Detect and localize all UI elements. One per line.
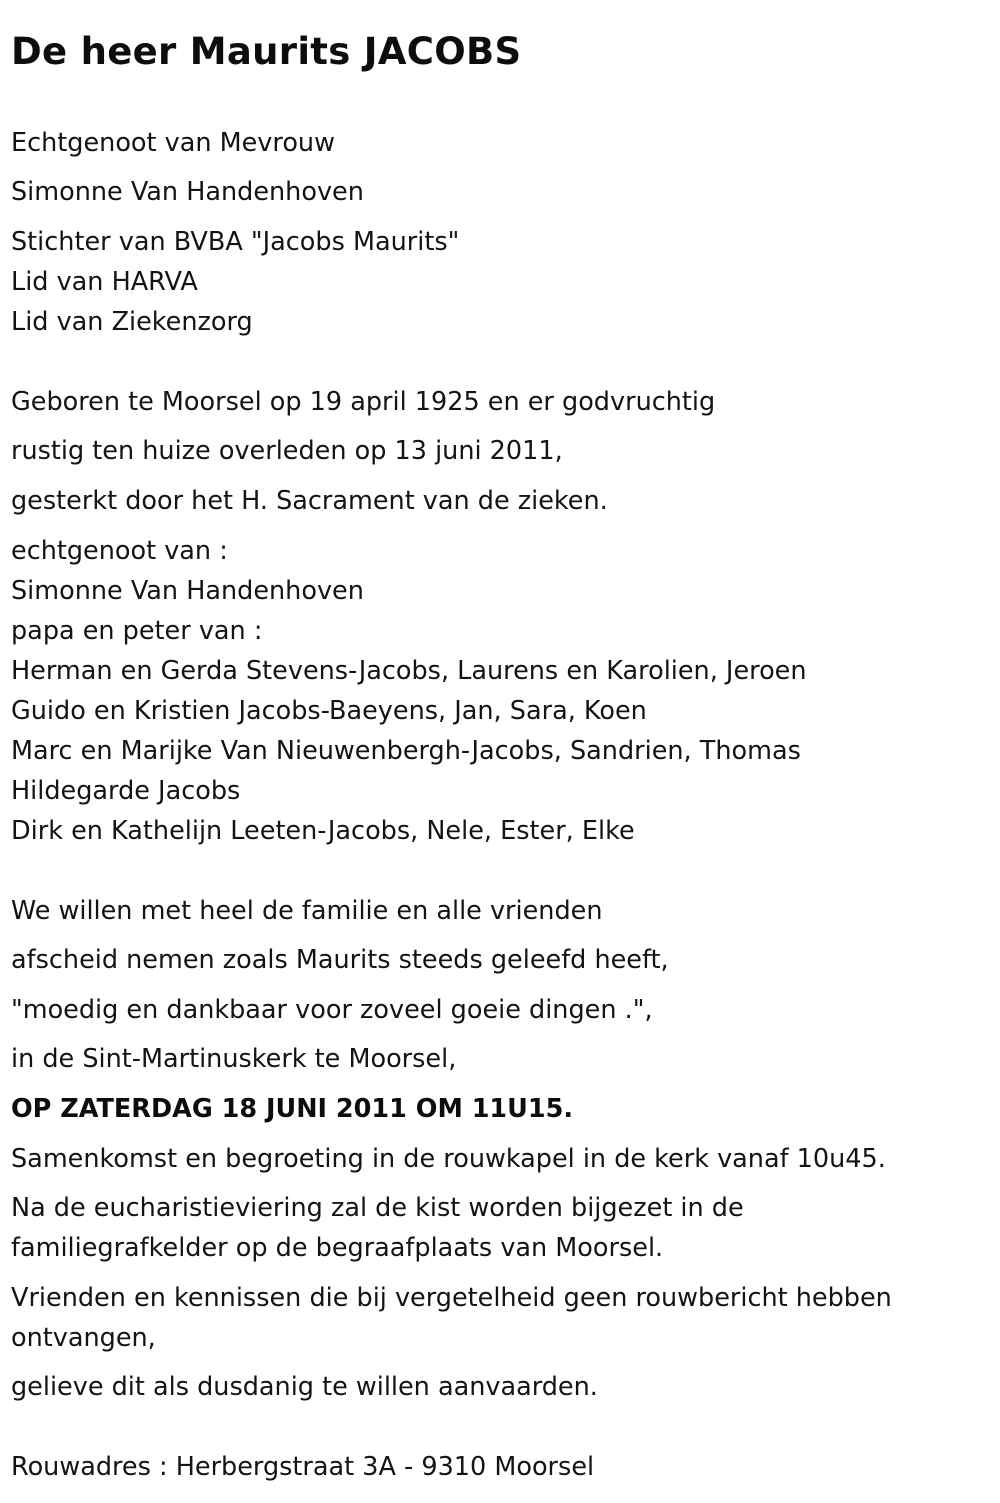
member-ziekenzorg-line: Lid van Ziekenzorg <box>11 307 253 337</box>
notice-line-2: ontvangen, <box>11 1323 156 1353</box>
gathering-line: Samenkomst en begroeting in de rouwkapel in de kerk vanaf 10u45. <box>11 1144 886 1174</box>
family-line-herman: Herman en Gerda Stevens-Jacobs, Laurens en Karolien, Jeroen <box>11 656 807 686</box>
member-harva-line: Lid van HARVA <box>11 267 198 297</box>
farewell-quote-line: "moedig en dankbaar voor zoveel goeie dingen .", <box>11 995 653 1025</box>
spouse-intro-line: Echtgenoot van Mevrouw <box>11 128 335 158</box>
spouse-heading-line: echtgenoot van : <box>11 536 228 566</box>
spouse-name-line: Simonne Van Handenhoven <box>11 177 364 207</box>
farewell-line-2: afscheid nemen zoals Maurits steeds geleefd heeft, <box>11 945 669 975</box>
notice-line-1: Vrienden en kennissen die bij vergetelheid geen rouwbericht hebben <box>11 1283 892 1313</box>
death-line: rustig ten huize overleden op 13 juni 2011, <box>11 436 563 466</box>
birth-line: Geboren te Moorsel op 19 april 1925 en er godvruchtig <box>11 387 716 417</box>
burial-line-2: familiegrafkelder op de begraafplaats van Moorsel. <box>11 1233 664 1263</box>
service-date-line: OP ZATERDAG 18 JUNI 2011 OM 11U15. <box>11 1094 574 1124</box>
farewell-line-1: We willen met heel de familie en alle vrienden <box>11 896 603 926</box>
mourning-address-line: Rouwadres : Herbergstraat 3A - 9310 Moorsel <box>11 1452 595 1482</box>
family-line-dirk: Dirk en Kathelijn Leeten-Jacobs, Nele, Ester, Elke <box>11 816 635 846</box>
sacrament-line: gesterkt door het H. Sacrament van de zieken. <box>11 486 608 516</box>
obituary-title: De heer Maurits JACOBS <box>11 30 522 73</box>
burial-line-1: Na de eucharistieviering zal de kist worden bijgezet in de <box>11 1193 744 1223</box>
family-line-guido: Guido en Kristien Jacobs-Baeyens, Jan, Sara, Koen <box>11 696 647 726</box>
church-line: in de Sint-Martinuskerk te Moorsel, <box>11 1044 457 1074</box>
spouse-line: Simonne Van Handenhoven <box>11 576 364 606</box>
children-heading-line: papa en peter van : <box>11 616 263 646</box>
founder-line: Stichter van BVBA "Jacobs Maurits" <box>11 227 460 257</box>
family-line-hildegarde: Hildegarde Jacobs <box>11 776 241 806</box>
family-line-marc: Marc en Marijke Van Nieuwenbergh-Jacobs, Sandrien, Thomas <box>11 736 801 766</box>
notice-line-3: gelieve dit als dusdanig te willen aanvaarden. <box>11 1372 598 1402</box>
